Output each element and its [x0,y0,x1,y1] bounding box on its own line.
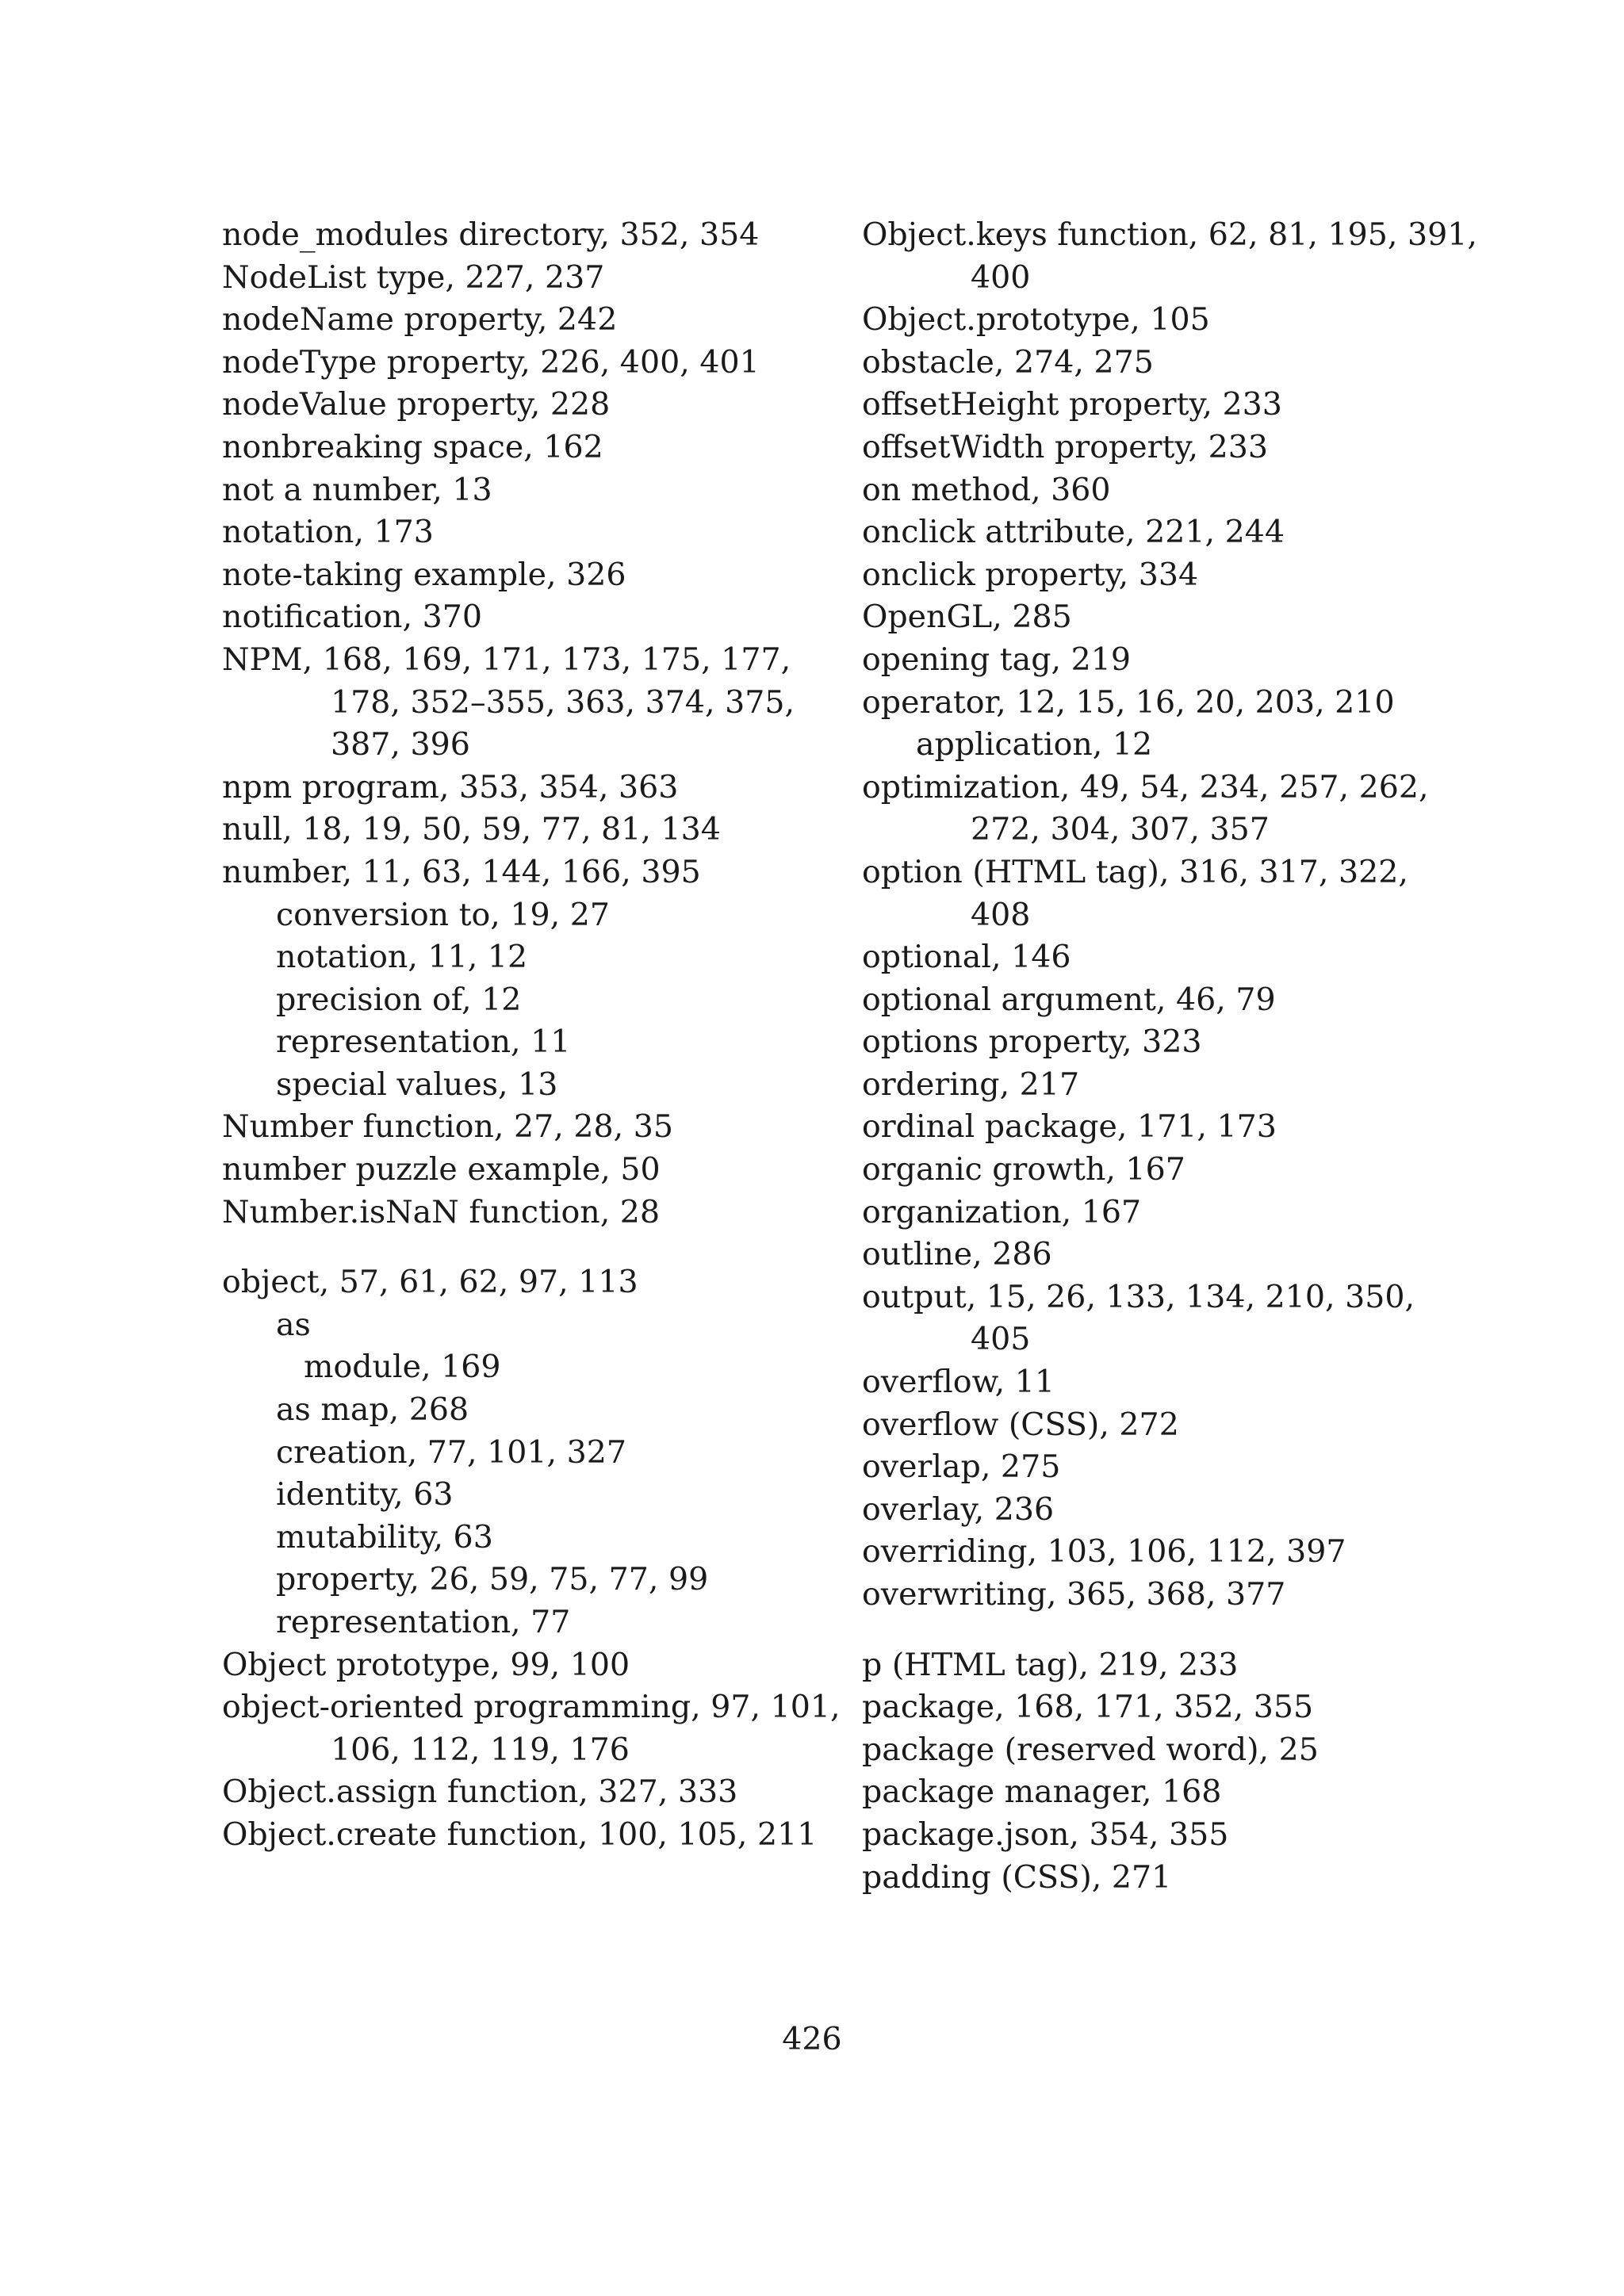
index-entry: NPM, 168, 169, 171, 173, 175, 177, [222,641,791,678]
index-column-left [222,214,841,1857]
index-subentry: identity, 63 [276,1476,454,1513]
index-subentry: representation, 77 [276,1604,571,1640]
index-entry: overlay, 236 [862,1490,1055,1528]
index-entry: onclick attribute, 221, 244 [862,514,1285,551]
index-entry: offsetHeight property, 233 [862,386,1282,423]
page-number: 426 [782,2021,842,2057]
index-entry: outline, 286 [862,1236,1052,1273]
index-subentry: representation, 11 [276,1024,571,1061]
index-entry-continuation: 400 [971,258,1031,296]
index-entry: notation, 173 [222,514,434,551]
index-entry: number, 11, 63, 144, 166, 395 [222,853,701,890]
index-subentry: conversion to, 19, 27 [276,896,610,933]
index-entry: Object prototype, 99, 100 [222,1646,630,1683]
index-entry: package.json, 354, 355 [862,1816,1229,1853]
index-subentry: precision of, 12 [276,981,522,1018]
index-entry: p (HTML tag), 219, 233 [862,1646,1239,1683]
index-column-right [862,214,1477,1899]
index-entry: nodeType property, 226, 400, 401 [222,343,760,381]
index-entry-continuation: 387, 396 [331,726,470,763]
index-subentry: special values, 13 [276,1066,558,1103]
index-entry: package (reserved word), 25 [862,1731,1319,1768]
index-subentry: notation, 11, 12 [276,939,528,976]
index-entry: optimization, 49, 54, 234, 257, 262, [862,768,1429,806]
index-entry: obstacle, 274, 275 [862,343,1154,381]
index-entry: Object.create function, 100, 105, 211 [222,1816,818,1853]
index-entry: offsetWidth property, 233 [862,428,1268,465]
index-entry: optional argument, 46, 79 [862,981,1276,1018]
index-entry-continuation: 272, 304, 307, 357 [971,811,1270,848]
index-entry: object, 57, 61, 62, 97, 113 [222,1264,638,1301]
index-subentry: as [276,1306,311,1343]
index-entry: overflow, 11 [862,1364,1055,1401]
index-subentry: module, 169 [304,1349,501,1386]
index-subentry: mutability, 63 [276,1518,493,1556]
index-entry: overlap, 275 [862,1448,1061,1486]
index-entry: OpenGL, 285 [862,599,1072,636]
index-entry: note-taking example, 326 [222,556,626,593]
index-entry: output, 15, 26, 133, 134, 210, 350, [862,1278,1415,1315]
index-entry: nodeName property, 242 [222,301,618,339]
index-entry: Object.assign function, 327, 333 [222,1774,738,1811]
index-entry: ordering, 217 [862,1066,1080,1103]
index-entry: not a number, 13 [222,471,492,508]
index-entry: option (HTML tag), 316, 317, 322, [862,853,1408,890]
index-entry: Number.isNaN function, 28 [222,1193,661,1230]
index-subentry: as map, 268 [276,1391,469,1429]
index-entry: operator, 12, 15, 16, 20, 203, 210 [862,683,1395,721]
index-entry: onclick property, 334 [862,556,1199,593]
index-entry: null, 18, 19, 50, 59, 77, 81, 134 [222,811,721,848]
index-entry: options property, 323 [862,1024,1202,1061]
index-entry: organic growth, 167 [862,1151,1185,1188]
index-entry-continuation: 408 [971,896,1031,933]
index-entry: npm program, 353, 354, 363 [222,768,679,806]
index-entry: nonbreaking space, 162 [222,428,603,465]
index-subentry: property, 26, 59, 75, 77, 99 [276,1561,709,1598]
index-entry: on method, 360 [862,471,1111,508]
index-entry: opening tag, 219 [862,641,1132,678]
index-entry: package manager, 168 [862,1774,1222,1811]
index-entry: nodeValue property, 228 [222,386,611,423]
index-entry: node_modules directory, 352, 354 [222,216,760,253]
index-entry: overflow (CSS), 272 [862,1406,1179,1443]
index-entry: ordinal package, 171, 173 [862,1108,1277,1146]
index-entry: Number function, 27, 28, 35 [222,1108,674,1146]
index-entry: number puzzle example, 50 [222,1151,661,1188]
index-entry: package, 168, 171, 352, 355 [862,1689,1314,1726]
index-entry: object-oriented programming, 97, 101, [222,1689,841,1726]
index-subentry: creation, 77, 101, 327 [276,1433,627,1471]
index-entry: Object.keys function, 62, 81, 195, 391, [862,216,1477,253]
index-entry-continuation: 178, 352–355, 363, 374, 375, [331,683,795,721]
index-entry: organization, 167 [862,1193,1142,1230]
index-entry: NodeList type, 227, 237 [222,258,605,296]
index-entry: notification, 370 [222,599,482,636]
index-subentry: application, 12 [916,726,1153,763]
index-entry: padding (CSS), 271 [862,1858,1172,1896]
index-entry: Object.prototype, 105 [862,301,1210,339]
index-entry: overriding, 103, 106, 112, 397 [862,1533,1346,1571]
index-entry: optional, 146 [862,939,1071,976]
index-entry-continuation: 405 [971,1321,1031,1358]
index-entry: overwriting, 365, 368, 377 [862,1576,1286,1613]
index-entry-continuation: 106, 112, 119, 176 [331,1731,630,1768]
